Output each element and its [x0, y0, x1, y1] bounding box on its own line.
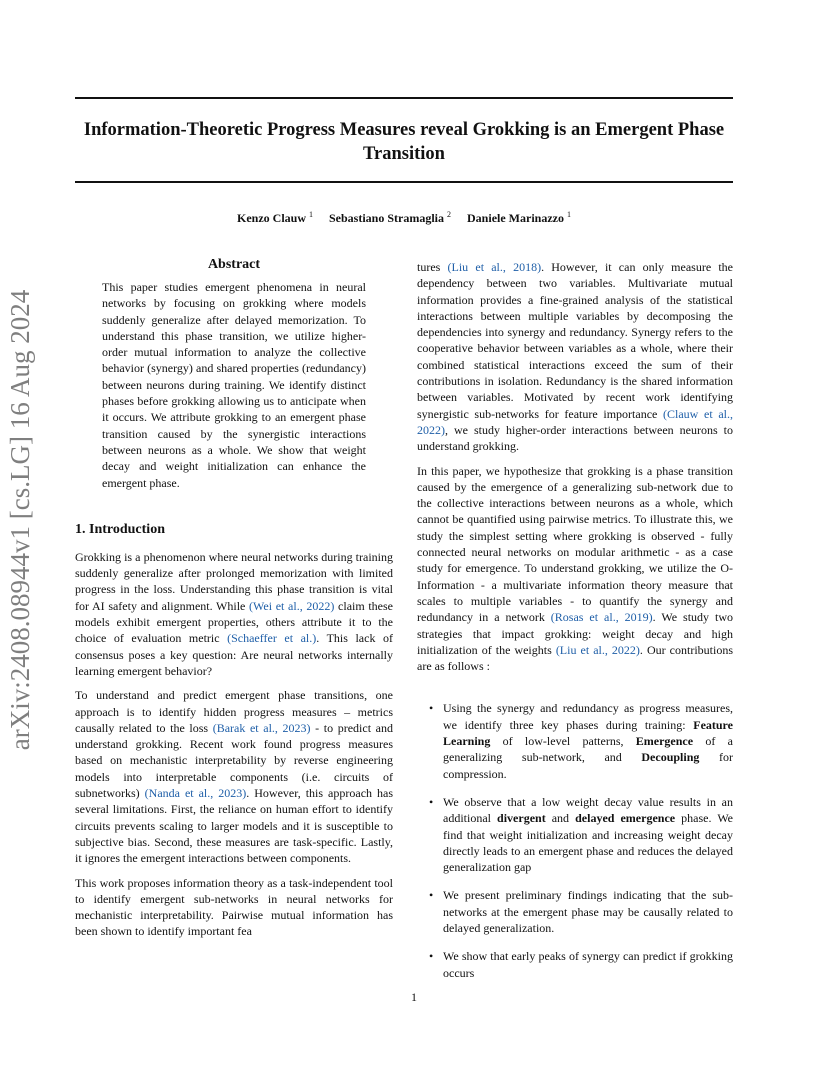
section-heading-introduction: 1. Introduction: [75, 521, 165, 537]
citation-link[interactable]: (Barak et al., 2023): [212, 720, 311, 735]
author-name: Daniele Marinazzo: [467, 211, 564, 225]
author-affiliation: 1: [567, 210, 571, 219]
intro-paragraph-1: Grokking is a phenomenon where neural networks during training suddenly generalize after prolonged memorization with limited progress in the loss. Understanding this phase transition is vital for AI safety and alignment. While (Wei et al., 2022) claim these models exhibit emergent properties, others attribute it to the choice of evaluation metric (Schaeffer et al.). This lack of consensus poses a key question: Are neural networks internally learning emergent behavior?: [75, 549, 394, 678]
paper-title: Information-Theoretic Progress Measures reveal Grokking is an Emergent Phase Transition: [83, 120, 725, 164]
left-column: [75, 256, 393, 948]
citation-link[interactable]: (Clauw et al., 2022): [417, 406, 733, 437]
intro-paragraph-5: In this paper, we hypothesize that grokking is a phase transition caused by the emergence of a generalizing sub-network due to the collective interactions between neurons as a whole, which cannot be quantified using pairwise metrics. To illustrate this, we study the simplest setting where grokking is observed - fully connected neural networks on modular arithmetic - as a case study for emergence. To understand grokking, we utilize the O-Information - a multivariate information theory measure that scales to multiple variables - to quantify the synergy and redundancy in a network (Rosas et al., 2019). We study two strategies that impact grokking: weight decay and high initialization of the weights (Liu et al., 2022). Our contributions are as follows :: [417, 463, 734, 674]
right-column: [417, 259, 733, 993]
list-item: • Using the synergy and redundancy as progress measures, we identify three key phases during training: Feature Learning of low-level patterns, Emergence of a generalizing sub-network, and Decoupling for compression.: [429, 701, 733, 781]
citation-link[interactable]: (Liu et al., 2018): [447, 260, 542, 274]
intro-paragraph-4: tures (Liu et al., 2018). However, it can only measure the dependency between two variables. Multivariate mutual information provides a fine-grained analysis of the statistical interactions between multiple variables by decomposing the dependencies into synergy and redundancy. Synergy refers to the cooperative behavior between variables as a whole, where their combined statistical interactions exceed the sum of their contributions in isolation. Redundancy is the shared information between variables. Motivated by recent work identifying synergistic sub-networks for feature importance (Clauw et al., 2022), we study higher-order interactions between neurons to understand grokking.: [417, 260, 733, 454]
bullet-icon: •: [429, 888, 434, 903]
abstract-text: This paper studies emergent phenomena in neural networks by focusing on grokking where models suddenly generalize after delayed memorization. To understand this phase transition, we utilize higher-order mutual information to analyze the collective behavior (synergy) and shared properties (redundancy) between neurons during training. We identify distinct phases before grokking allowing us to anticipate when it occurs. We attribute grokking to an emergent phase transition caused by the synergistic interactions between neurons as a whole. We show that weight decay and weight initialization can enhance the emergent phase.: [102, 280, 366, 490]
citation-link[interactable]: (Liu et al., 2022): [555, 642, 640, 657]
author-affiliation: 1: [309, 210, 313, 219]
title-rule-bottom: [75, 181, 733, 183]
list-item: • We present preliminary findings indicating that the sub-networks at the emergent phase may be causally related to delayed generalization.: [429, 888, 733, 935]
author-affiliation: 2: [447, 210, 452, 219]
citation-link[interactable]: (Rosas et al., 2019): [550, 610, 653, 625]
citation-link[interactable]: (Nanda et al., 2023): [144, 786, 247, 801]
author-name: Sebastiano Stramaglia: [329, 211, 445, 225]
citation-link[interactable]: (Schaeffer et al.): [227, 631, 317, 646]
intro-paragraph-3: This work proposes information theory as a task-independent tool to identify emergent sub-networks in neural networks for mechanistic interpretability. Pairwise mutual information has been shown to identify important fea: [75, 875, 393, 939]
bullet-icon: •: [429, 701, 434, 716]
contributions-list: [417, 700, 733, 980]
arxiv-stamp: arXiv:2408.08944v1 [cs.LG] 16 Aug 2024: [5, 289, 35, 751]
author-list: [75, 210, 733, 226]
intro-paragraph-2: To understand and predict emergent phase transitions, one approach is to identify hidden progress measures – metrics causally related to the loss (Barak et al., 2023) - to predict and understand grokking. Recent work found progress measures based on mechanistic interpretability by reverse engineering models into interpretable components (i.e. circuits of subnetworks) (Nanda et al., 2023). However, this approach has several limitations. First, the reliance on human effort to identify circuits prevents scaling to larger models and it is susceptible to subjective bias. Second, these measures are task-specific. Lastly, it ignores the emergent interactions between components.: [75, 688, 393, 866]
list-item: • We observe that a low weight decay value results in an additional divergent and delayed emergence phase. We find that weight initialization and increasing weight decay directly leads to an emergent phase and reduces the delayed generalization gap: [429, 794, 734, 875]
author-name: Kenzo Clauw: [237, 211, 306, 225]
page-number: 1: [411, 990, 417, 1004]
title-rule-top: [75, 97, 733, 99]
abstract-heading: Abstract: [207, 257, 261, 272]
bullet-icon: •: [429, 794, 434, 809]
bullet-icon: •: [429, 949, 434, 964]
citation-link[interactable]: (Wei et al., 2022): [249, 598, 335, 613]
list-item: • We show that early peaks of synergy can predict if grokking occurs: [429, 949, 733, 980]
